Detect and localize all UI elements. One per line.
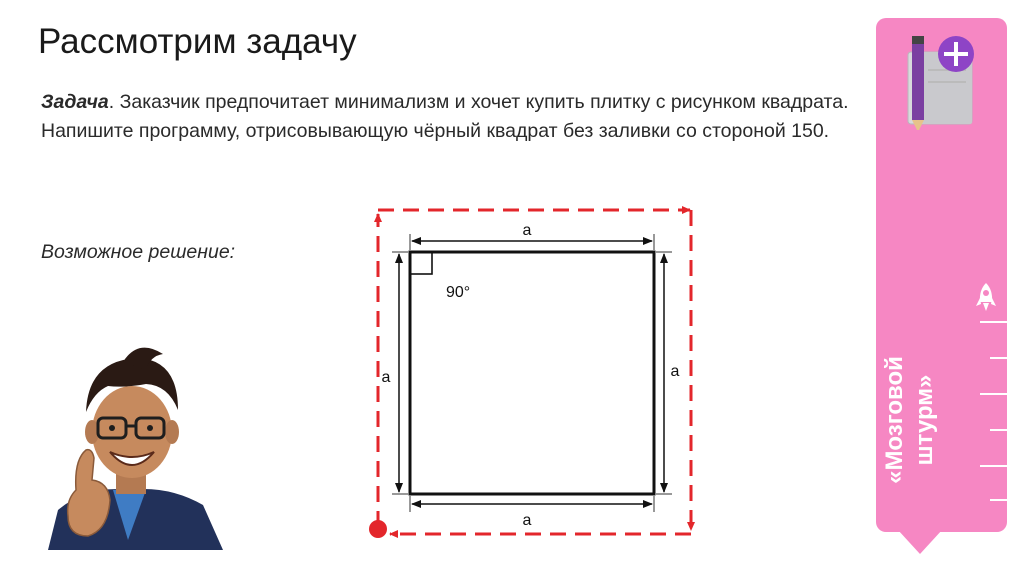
label-top: a [522, 222, 532, 239]
book-pencil-plus-icon [898, 30, 978, 130]
task-text: . Заказчик предпочитает минимализм и хочет купить плитку с рисунком квадрата. Напишите программу, отрисовывающую чёрный квадрат без заливки со стороной 150. [41, 91, 849, 142]
start-point [369, 520, 387, 538]
label-right: a [670, 363, 680, 380]
side-panel-pointer [898, 530, 942, 554]
task-lead: Задача [41, 91, 109, 113]
ruler-ticks [980, 320, 1008, 510]
angle-label: 90° [446, 284, 471, 301]
brainstorm-label-line2: штурм» [911, 374, 938, 466]
dimension-lines [399, 241, 664, 504]
extension-lines [392, 234, 672, 512]
solution-label: Возможное решение: [41, 241, 236, 263]
brainstorm-label [880, 320, 940, 520]
right-angle-mark [410, 252, 432, 274]
label-left: a [381, 369, 391, 386]
slide-title: Рассмотрим задачу [38, 22, 357, 61]
label-bottom: a [522, 512, 532, 529]
brainstorm-label-line1: «Мозговой [881, 356, 908, 484]
thumbs-up-character-illustration [28, 340, 238, 550]
rocket-icon [975, 282, 997, 312]
turtle-path [378, 210, 691, 534]
